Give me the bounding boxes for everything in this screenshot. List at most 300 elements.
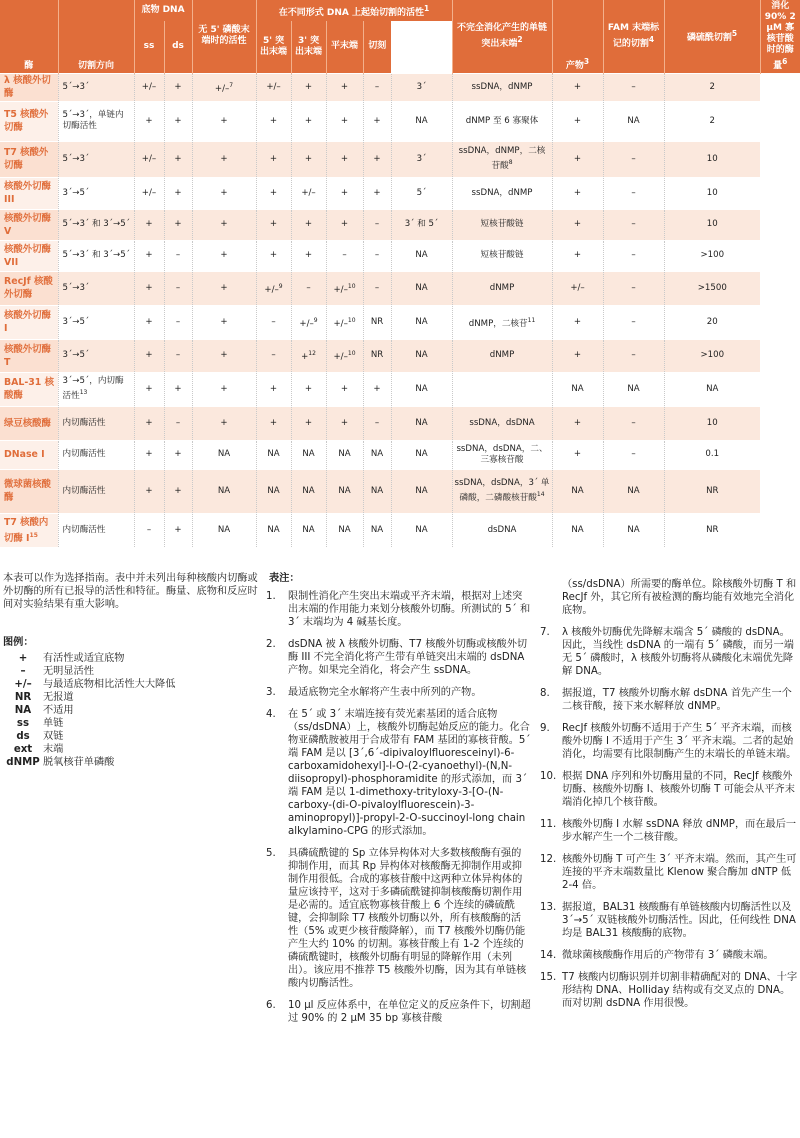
footnote xyxy=(540,722,798,761)
nick-cell: + xyxy=(363,372,391,406)
footnote xyxy=(266,638,531,677)
nick-cell: – xyxy=(363,240,391,271)
phosphorothioate-cell: NA xyxy=(603,513,664,547)
phosphorothioate-cell: – xyxy=(603,440,664,469)
overhang3-cell: +/–$^9$ xyxy=(291,305,326,339)
no5p-cell: + xyxy=(192,141,256,177)
footnote-number: 12. xyxy=(540,854,557,865)
nick-cell: + xyxy=(363,177,391,209)
footnote xyxy=(540,949,798,962)
overhang3-cell: +/– xyxy=(291,177,326,209)
legend xyxy=(3,652,261,769)
fam-cell: NA xyxy=(552,372,603,406)
header-phosphorothioate: 磷硫酰切割$^5$ xyxy=(664,0,760,73)
table-row xyxy=(0,440,800,469)
overhang5-cell: NA xyxy=(256,513,291,547)
table-row xyxy=(0,469,800,513)
legend-symbol: – xyxy=(20,666,26,677)
legend-description: 无报道 xyxy=(43,692,74,703)
no5p-cell: + xyxy=(192,240,256,271)
header-enzyme-amount: 消化 90% 2 μM 寡核苷酸时的酶量$^6$ xyxy=(760,0,800,73)
ds-cell: – xyxy=(164,271,192,305)
legend-description: 与最适底物相比活性大大降低 xyxy=(43,679,176,690)
ds-cell: + xyxy=(164,469,192,513)
legend-description: 脱氧核苷单磷酸 xyxy=(43,757,115,768)
enzyme-name: BAL-31 核酸酶 xyxy=(0,372,58,406)
amount-cell: >100 xyxy=(664,240,760,271)
ds-cell: + xyxy=(164,141,192,177)
enzyme-name: λ 核酸外切酶 xyxy=(0,73,58,101)
product-cell: ssDNA，dsDNA，3´ 单磷酸，二磷酸核苷酸$^{14}$ xyxy=(452,469,552,513)
ss-cell: + xyxy=(134,440,164,469)
blunt-cell: +/–$^{10}$ xyxy=(326,339,363,372)
footnote-number: 15. xyxy=(540,972,557,983)
notes-column-2 xyxy=(540,578,798,1019)
amount-cell: 10 xyxy=(664,209,760,240)
overhang5-cell: + xyxy=(256,141,291,177)
legend-description: 末端 xyxy=(43,744,64,755)
overhang5-cell: – xyxy=(256,339,291,372)
ds-cell: + xyxy=(164,177,192,209)
ss-cell: + xyxy=(134,209,164,240)
nick-cell: – xyxy=(363,73,391,101)
phosphorothioate-cell: – xyxy=(603,240,664,271)
legend-symbol: dNMP xyxy=(6,757,40,768)
header-direction: 切割方向 xyxy=(58,0,134,73)
ss-cell: + xyxy=(134,339,164,372)
amount-cell: 2 xyxy=(664,101,760,141)
table-row xyxy=(0,339,800,372)
overhang5-cell: – xyxy=(256,305,291,339)
table-row xyxy=(0,240,800,271)
incomplete-cell: NA xyxy=(391,406,452,440)
direction-cell: 5´→3´ xyxy=(58,141,134,177)
phosphorothioate-cell: – xyxy=(603,177,664,209)
phosphorothioate-cell: – xyxy=(603,339,664,372)
product-cell: ssDNA，dNMP xyxy=(452,73,552,101)
ds-cell: + xyxy=(164,101,192,141)
ds-cell: – xyxy=(164,406,192,440)
header-fam: FAM 末端标记的切割$^4$ xyxy=(603,0,664,73)
phosphorothioate-cell: – xyxy=(603,141,664,177)
amount-cell: >1500 xyxy=(664,271,760,305)
enzyme-name: 绿豆核酸酶 xyxy=(0,406,58,440)
incomplete-cell: NA xyxy=(391,513,452,547)
legend-description: 双链 xyxy=(43,731,64,742)
amount-cell: 10 xyxy=(664,406,760,440)
footnote xyxy=(266,708,531,838)
table-row xyxy=(0,406,800,440)
ds-cell: + xyxy=(164,372,192,406)
nick-cell: + xyxy=(363,141,391,177)
direction-cell: 内切酶活性 xyxy=(58,469,134,513)
blunt-cell: + xyxy=(326,177,363,209)
legend-description: 单链 xyxy=(43,718,64,729)
incomplete-cell: 5´ xyxy=(391,177,452,209)
footnote xyxy=(540,853,798,892)
overhang5-cell: + xyxy=(256,101,291,141)
ds-cell: + xyxy=(164,513,192,547)
footnote-text: 核酸外切酶 I 水解 ssDNA 释放 dNMP，而在最后一步水解产生一个二核苷酸。 xyxy=(562,819,797,843)
footnote-number: 14. xyxy=(540,950,557,961)
table-row xyxy=(0,305,800,339)
no5p-cell: + xyxy=(192,406,256,440)
blunt-cell: – xyxy=(326,240,363,271)
blunt-cell: + xyxy=(326,73,363,101)
header-ss: ss xyxy=(134,21,164,73)
nick-cell: NR xyxy=(363,305,391,339)
footnote-number: 5. xyxy=(266,848,276,859)
product-cell: ssDNA，dsDNA xyxy=(452,406,552,440)
footnote xyxy=(266,686,531,699)
ss-cell: +/– xyxy=(134,73,164,101)
header-nick: 切刻 xyxy=(363,21,391,73)
legend-title: 图例： xyxy=(3,637,34,648)
no5p-cell: + xyxy=(192,209,256,240)
footnote-number: 10. xyxy=(540,771,557,782)
legend-item xyxy=(3,730,261,743)
amount-cell: 0.1 xyxy=(664,440,760,469)
no5p-cell: + xyxy=(192,372,256,406)
exonuclease-table xyxy=(0,0,800,547)
overhang5-cell: + xyxy=(256,406,291,440)
footnote-text: 根据 DNA 序列和外切酶用量的不同，RecJf 核酸外切酶、核酸外切酶 I、核酸外切酶 T 可能会从平齐末端消化掉几个核苷酸。 xyxy=(562,771,795,808)
no5p-cell: + xyxy=(192,305,256,339)
product-cell: dNMP 至 6 寡聚体 xyxy=(452,101,552,141)
blunt-cell: NA xyxy=(326,469,363,513)
ss-cell: – xyxy=(134,513,164,547)
fam-cell: +/– xyxy=(552,271,603,305)
enzyme-name: 核酸外切酶 I xyxy=(0,305,58,339)
overhang3-cell: – xyxy=(291,271,326,305)
header-enzyme: 酶 xyxy=(0,0,58,73)
blunt-cell: NA xyxy=(326,440,363,469)
no5p-cell: + xyxy=(192,177,256,209)
amount-cell: 20 xyxy=(664,305,760,339)
footnote xyxy=(266,847,531,990)
fam-cell: + xyxy=(552,406,603,440)
product-cell: ssDNA，dsDNA，二、三寡核苷酸 xyxy=(452,440,552,469)
legend-item xyxy=(3,717,261,730)
no5p-cell: + xyxy=(192,101,256,141)
footnote-text: RecJf 核酸外切酶不适用于产生 5´ 平齐末端，而核酸外切酶 I 不适用于产生 3´ 平齐末端。二者的起始消化，均需要有比限制酶产生的末端长的单链末端。 xyxy=(562,723,797,760)
overhang3-cell: + xyxy=(291,372,326,406)
footnote-text: dsDNA 被 λ 核酸外切酶、T7 核酸外切酶或核酸外切酶 III 不完全消化将产生带有单链突出末端的 dsDNA 产物。如果完全消化，将会产生 ssDNA。 xyxy=(288,639,528,676)
product-cell: ssDNA，dNMP，二核苷酸$^8$ xyxy=(452,141,552,177)
overhang5-cell: + xyxy=(256,372,291,406)
nick-cell: NA xyxy=(363,513,391,547)
overhang5-cell: NA xyxy=(256,469,291,513)
table-row xyxy=(0,101,800,141)
header-3-overhang: 3' 突出末端 xyxy=(291,21,326,73)
footnote xyxy=(540,770,798,809)
fam-cell: + xyxy=(552,101,603,141)
footnote-number: 6. xyxy=(266,1000,276,1011)
header-substrate: 底物 DNA xyxy=(134,0,192,21)
fam-cell: NA xyxy=(552,513,603,547)
nick-cell: NA xyxy=(363,469,391,513)
fam-cell: + xyxy=(552,209,603,240)
ss-cell: +/– xyxy=(134,177,164,209)
legend-item xyxy=(3,691,261,704)
product-cell: 短核苷酸链 xyxy=(452,240,552,271)
blunt-cell: NA xyxy=(326,513,363,547)
fam-cell: + xyxy=(552,240,603,271)
enzyme-name: 核酸外切酶 III xyxy=(0,177,58,209)
fam-cell: + xyxy=(552,177,603,209)
no5p-cell: NA xyxy=(192,440,256,469)
footnote-number: 11. xyxy=(540,819,557,830)
footnote-text: T7 核酸内切酶识别并切割非精确配对的 DNA、十字形结构 DNA、Holliday 结构或有交叉点的 DNA。而对切割 dsDNA 作用很慢。 xyxy=(562,972,798,1009)
legend-symbol: ss xyxy=(16,718,30,729)
overhang5-cell: +/– xyxy=(256,73,291,101)
phosphorothioate-cell: NA xyxy=(603,101,664,141)
legend-symbol: + xyxy=(18,653,28,664)
overhang3-cell: +$^{12}$ xyxy=(291,339,326,372)
fam-cell: + xyxy=(552,73,603,101)
overhang3-cell: + xyxy=(291,209,326,240)
incomplete-cell: 3´ xyxy=(391,141,452,177)
ss-cell: + xyxy=(134,101,164,141)
legend-item xyxy=(3,756,261,769)
table-row xyxy=(0,141,800,177)
overhang5-cell: +/–$^9$ xyxy=(256,271,291,305)
product-cell: dNMP xyxy=(452,339,552,372)
footnote-text: 核酸外切酶 T 可产生 3´ 平齐末端。然而，其产生可连接的平齐末端数量比 Klenow 聚合酶加 dNTP 低 2-4 倍。 xyxy=(562,854,797,891)
footnote-text: 限制性消化产生突出末端或平齐末端，根据对上述突出末端的作用能力来划分核酸外切酶。所测试的 5´ 和 3´ 末端均为 4 碱基长度。 xyxy=(288,591,531,628)
legend-symbol: ext xyxy=(13,744,33,755)
no5p-cell: NA xyxy=(192,469,256,513)
footnote-text: 10 μl 反应体系中，在单位定义的反应条件下，切割超过 90% 的 2 μM 35 bp 寡核苷酸 xyxy=(288,1000,531,1024)
ds-cell: – xyxy=(164,305,192,339)
overhang3-cell: + xyxy=(291,141,326,177)
ds-cell: + xyxy=(164,209,192,240)
footnote-number: 4. xyxy=(266,709,276,720)
overhang3-cell: NA xyxy=(291,440,326,469)
blunt-cell: + xyxy=(326,406,363,440)
direction-cell: 3´→5´ xyxy=(58,177,134,209)
amount-cell: NR xyxy=(664,469,760,513)
legend-item xyxy=(3,678,261,691)
blunt-cell: + xyxy=(326,101,363,141)
footnote-number: 8. xyxy=(540,688,550,699)
header-incomplete: 不完全消化产生的单链突出末端$^2$ xyxy=(452,0,552,73)
overhang5-cell: NA xyxy=(256,440,291,469)
direction-cell: 5´→3´ 和 3´→5´ xyxy=(58,209,134,240)
legend-item xyxy=(3,665,261,678)
phosphorothioate-cell: – xyxy=(603,209,664,240)
ss-cell: + xyxy=(134,372,164,406)
legend-item xyxy=(3,743,261,756)
amount-cell: 2 xyxy=(664,73,760,101)
footnote xyxy=(540,687,798,713)
overhang5-cell: + xyxy=(256,209,291,240)
fam-cell: + xyxy=(552,339,603,372)
amount-cell: NA xyxy=(664,372,760,406)
notes-column-1 xyxy=(266,590,531,1034)
overhang3-cell: + xyxy=(291,240,326,271)
blunt-cell: +/–$^{10}$ xyxy=(326,305,363,339)
ds-cell: – xyxy=(164,339,192,372)
table-row xyxy=(0,513,800,547)
footnote xyxy=(540,818,798,844)
footnote-number: 13. xyxy=(540,902,557,913)
nick-cell: + xyxy=(363,101,391,141)
incomplete-cell: 3´ 和 5´ xyxy=(391,209,452,240)
product-cell xyxy=(452,372,552,406)
footnote-number: 7. xyxy=(540,627,550,638)
nick-cell: – xyxy=(363,406,391,440)
legend-description: 无明显活性 xyxy=(43,666,94,677)
direction-cell: 内切酶活性 xyxy=(58,406,134,440)
ds-cell: + xyxy=(164,440,192,469)
ss-cell: + xyxy=(134,271,164,305)
enzyme-name: 核酸外切酶 V xyxy=(0,209,58,240)
direction-cell: 3´→5´ xyxy=(58,339,134,372)
direction-cell: 5´→3´ 和 3´→5´ xyxy=(58,240,134,271)
table-row xyxy=(0,372,800,406)
amount-cell: >100 xyxy=(664,339,760,372)
incomplete-cell: NA xyxy=(391,271,452,305)
nick-cell: NA xyxy=(363,440,391,469)
direction-cell: 3´→5´ xyxy=(58,305,134,339)
fam-cell: NA xyxy=(552,469,603,513)
incomplete-cell: NA xyxy=(391,101,452,141)
ss-cell: +/– xyxy=(134,141,164,177)
notes-title: 表注： xyxy=(269,573,300,584)
header-product: 产物$^3$ xyxy=(552,0,603,73)
incomplete-cell: NA xyxy=(391,372,452,406)
enzyme-name: RecJf 核酸外切酶 xyxy=(0,271,58,305)
blunt-cell: + xyxy=(326,209,363,240)
ss-cell: + xyxy=(134,305,164,339)
header-blunt: 平末端 xyxy=(326,21,363,73)
overhang5-cell: + xyxy=(256,240,291,271)
legend-symbol: ds xyxy=(16,731,30,742)
legend-symbol: NA xyxy=(14,705,32,716)
footnote-number: 2. xyxy=(266,639,276,650)
phosphorothioate-cell: – xyxy=(603,271,664,305)
enzyme-name: 核酸外切酶 T xyxy=(0,339,58,372)
enzyme-name: 核酸外切酶 VII xyxy=(0,240,58,271)
ds-cell: + xyxy=(164,73,192,101)
product-cell: dNMP xyxy=(452,271,552,305)
direction-cell: 内切酶活性 xyxy=(58,440,134,469)
amount-cell: NR xyxy=(664,513,760,547)
table-row xyxy=(0,177,800,209)
no5p-cell: NA xyxy=(192,513,256,547)
product-cell: ssDNA，dNMP xyxy=(452,177,552,209)
amount-cell: 10 xyxy=(664,177,760,209)
footnote-number: 1. xyxy=(266,591,276,602)
overhang3-cell: + xyxy=(291,101,326,141)
legend-description: 不适用 xyxy=(43,705,74,716)
no5p-cell: + xyxy=(192,339,256,372)
enzyme-name: 微球菌核酸酶 xyxy=(0,469,58,513)
direction-cell: 5´→3´ xyxy=(58,73,134,101)
overhang3-cell: + xyxy=(291,73,326,101)
header-ds: ds xyxy=(164,21,192,73)
no5p-cell: + xyxy=(192,271,256,305)
footnote xyxy=(540,971,798,1010)
product-cell: 短核苷酸链 xyxy=(452,209,552,240)
note-6-continued: （ss/dsDNA）所需要的酶单位。除核酸外切酶 T 和 RecJf 外，其它所有被检测的酶均能有效地完全消化底物。 xyxy=(562,579,797,616)
footnote-text: 微球菌核酸酶作用后的产物带有 3´ 磷酸末端。 xyxy=(562,950,774,961)
footnote-text: 在 5´ 或 3´ 末端连接有荧光素基团的适合底物（ss/dsDNA）上，核酸外切酶起始反应的能力。化合物亚磷酰胺被用于合成带有 FAM 基团的寡核苷酸。5´ 端 FAM 是以 [3´,6´-dipivaloylfluoresceinyl)-6-carboxamidohexyl]-l-O-(2-cyanoethyl)-(N,N-diisopropyl)-phosphoramidite 的形式添加，而 3´ 端 FAM 是以 1-dimethoxy-trityloxy-3-[O-(N-carboxy-(di-O-pivaloylfluorescein)-3-aminopropyl)]-propyl-2-O-succinoyl-long chain alkylamino-CPG 的形式添加。 xyxy=(288,709,531,837)
legend-symbol: NR xyxy=(14,692,32,703)
no5p-cell: +/–$^7$ xyxy=(192,73,256,101)
footnote-text: 具磷硫酰键的 Sp 立体异构体对大多数核酸酶有强的抑制作用，而其 Rp 异构体对核酸酶无抑制作用或抑制作用很低。合成的寡核苷酸中这两种立体异构体的量应该持平，这对于多磷硫酰键抑制核酸酶切割作用是必需的。适宜底物寡核苷酸上 6 个连续的磷硫酰键，会抑制除 T7 核酸外切酶以外，所有核酸酶的活性（5% 或更少核苷酸降解），而 T7 核酸外切酶仍能产生大约 10% 的切割。寡核苷酸上有 1-2 个连续的磷硫酰键时，核酸外切酶有明显的降解作用（未列出）。该应用不推荐 T5 核酸外切酶，因为其有单链核酸内切酶活性。 xyxy=(288,848,527,989)
fam-cell: + xyxy=(552,141,603,177)
direction-cell: 内切酶活性 xyxy=(58,513,134,547)
phosphorothioate-cell: – xyxy=(603,406,664,440)
blunt-cell: +/–$^{10}$ xyxy=(326,271,363,305)
ss-cell: + xyxy=(134,240,164,271)
table-row xyxy=(0,209,800,240)
fam-cell: + xyxy=(552,305,603,339)
header-5-overhang: 5' 突出末端 xyxy=(256,21,291,73)
footnote-number: 9. xyxy=(540,723,550,734)
footnote xyxy=(266,590,531,629)
incomplete-cell: NA xyxy=(391,240,452,271)
direction-cell: 5´→3´ xyxy=(58,271,134,305)
phosphorothioate-cell: NA xyxy=(603,469,664,513)
phosphorothioate-cell: – xyxy=(603,73,664,101)
legend-description: 有活性或适宜底物 xyxy=(43,653,125,664)
blunt-cell: + xyxy=(326,372,363,406)
incomplete-cell: NA xyxy=(391,440,452,469)
direction-cell: 3´→5´，内切酶活性$^{13}$ xyxy=(58,372,134,406)
overhang5-cell: + xyxy=(256,177,291,209)
enzyme-name: DNase I xyxy=(0,440,58,469)
amount-cell: 10 xyxy=(664,141,760,177)
overhang3-cell: + xyxy=(291,406,326,440)
header-ends-group: 在不同形式 DNA 上起始切割的活性$^1$ xyxy=(256,0,452,21)
table-row xyxy=(0,73,800,101)
intro-text: 本表可以作为选择指南。表中并未列出每种核酸内切酶或外切酶的所有已报导的活性和特征。酶量、底物和反应时间对实验结果有重大影响。 xyxy=(3,573,258,610)
product-cell: dsDNA xyxy=(452,513,552,547)
footnote xyxy=(266,999,531,1025)
blunt-cell: + xyxy=(326,141,363,177)
header-no5p: 无 5' 磷酸末端时的活性 xyxy=(192,0,256,73)
footnote-text: 据报道，BAL31 核酸酶有单链核酸内切酶活性以及 3´→5´ 双链核酸外切酶活性。因此，任何线性 DNA 均是 BAL31 核酸酶的底物。 xyxy=(562,902,796,939)
ss-cell: + xyxy=(134,406,164,440)
footnote-text: λ 核酸外切酶优先降解末端含 5´ 磷酸的 dsDNA。因此，当线性 dsDNA 的一端有 5´ 磷酸，而另一端无 5´ 磷酸时，λ 核酸外切酶将从磷酸化末端优先降解 DNA。 xyxy=(562,627,794,677)
footnote xyxy=(540,626,798,678)
incomplete-cell: 3´ xyxy=(391,73,452,101)
overhang3-cell: NA xyxy=(291,469,326,513)
product-cell: dNMP，二核苷$^{11}$ xyxy=(452,305,552,339)
incomplete-cell: NA xyxy=(391,305,452,339)
footnote-text: 据报道，T7 核酸外切酶水解 dsDNA 首先产生一个二核苷酸，接下来水解释放 dNMP。 xyxy=(562,688,792,712)
enzyme-name: T5 核酸外切酶 xyxy=(0,101,58,141)
legend-item xyxy=(3,652,261,665)
table-row xyxy=(0,271,800,305)
incomplete-cell: NA xyxy=(391,469,452,513)
legend-item xyxy=(3,704,261,717)
fam-cell: + xyxy=(552,440,603,469)
footnote-number: 3. xyxy=(266,687,276,698)
enzyme-name: T7 核酸外切酶 xyxy=(0,141,58,177)
legend-symbol: +/– xyxy=(14,679,32,690)
overhang3-cell: NA xyxy=(291,513,326,547)
phosphorothioate-cell: – xyxy=(603,305,664,339)
footnote xyxy=(540,901,798,940)
nick-cell: – xyxy=(363,271,391,305)
footnote-text: 最适底物完全水解将产生表中所列的产物。 xyxy=(288,687,482,698)
nick-cell: – xyxy=(363,209,391,240)
incomplete-cell: NA xyxy=(391,339,452,372)
